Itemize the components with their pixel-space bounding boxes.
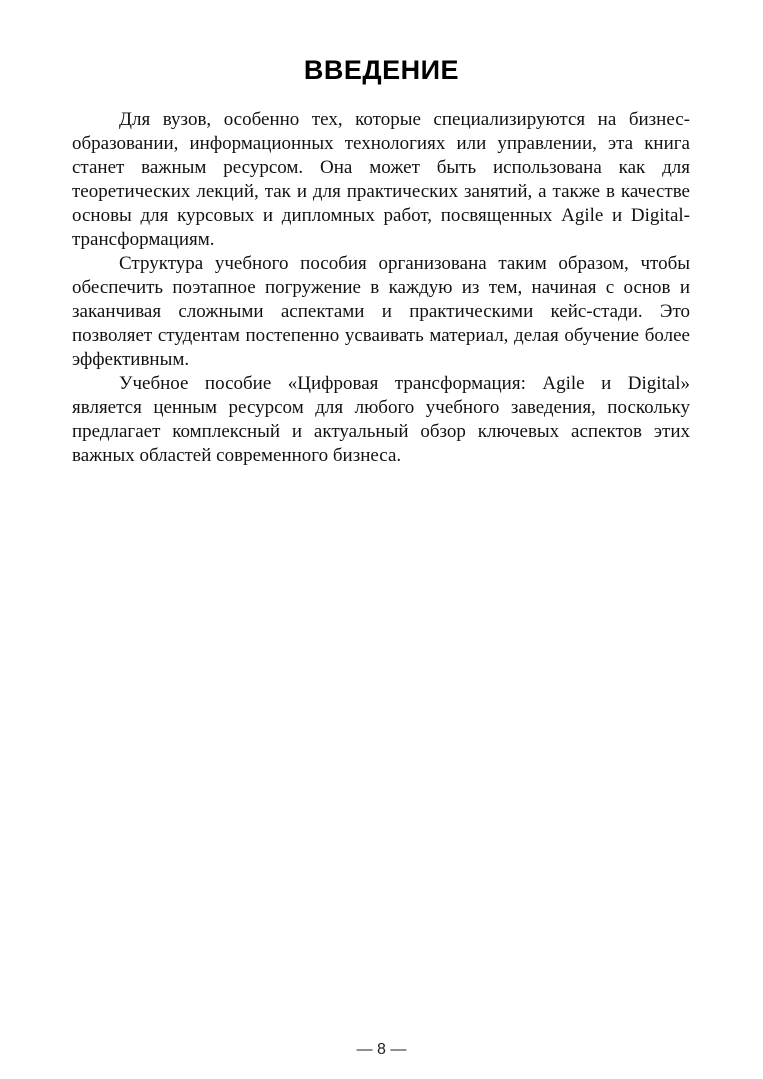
page-title: ВВЕДЕНИЕ bbox=[303, 55, 460, 85]
page-number: — 8 — bbox=[356, 1041, 407, 1058]
paragraph-1: Для вузов, особенно тех, которые специализируются на бизнес-образовании, информационных технологиях или управлении, эта книга станет важным ресурсом. Она может быть использована как для теоретических лекций, так и для практических занятий, а также в качестве основы для курсовых и дипломных работ, посвященных Agile и Digital-трансформациям. bbox=[72, 109, 690, 250]
paragraph-3: Учебное пособие «Цифровая трансформация: Agile и Digital» является ценным ресурсом для любого учебного заведения, поскольку предлагает комплексный и актуальный обзор ключевых аспектов этих важных областей современного бизнеса. bbox=[72, 373, 690, 466]
body-text bbox=[72, 108, 690, 468]
paragraph-2: Структура учебного пособия организована таким образом, чтобы обеспечить поэтапное погружение в каждую из тем, начиная с основ и заканчивая сложными аспектами и практическими кейс-стади. Это позволяет студентам постепенно усваивать материал, делая обучение более эффективным. bbox=[72, 253, 690, 370]
